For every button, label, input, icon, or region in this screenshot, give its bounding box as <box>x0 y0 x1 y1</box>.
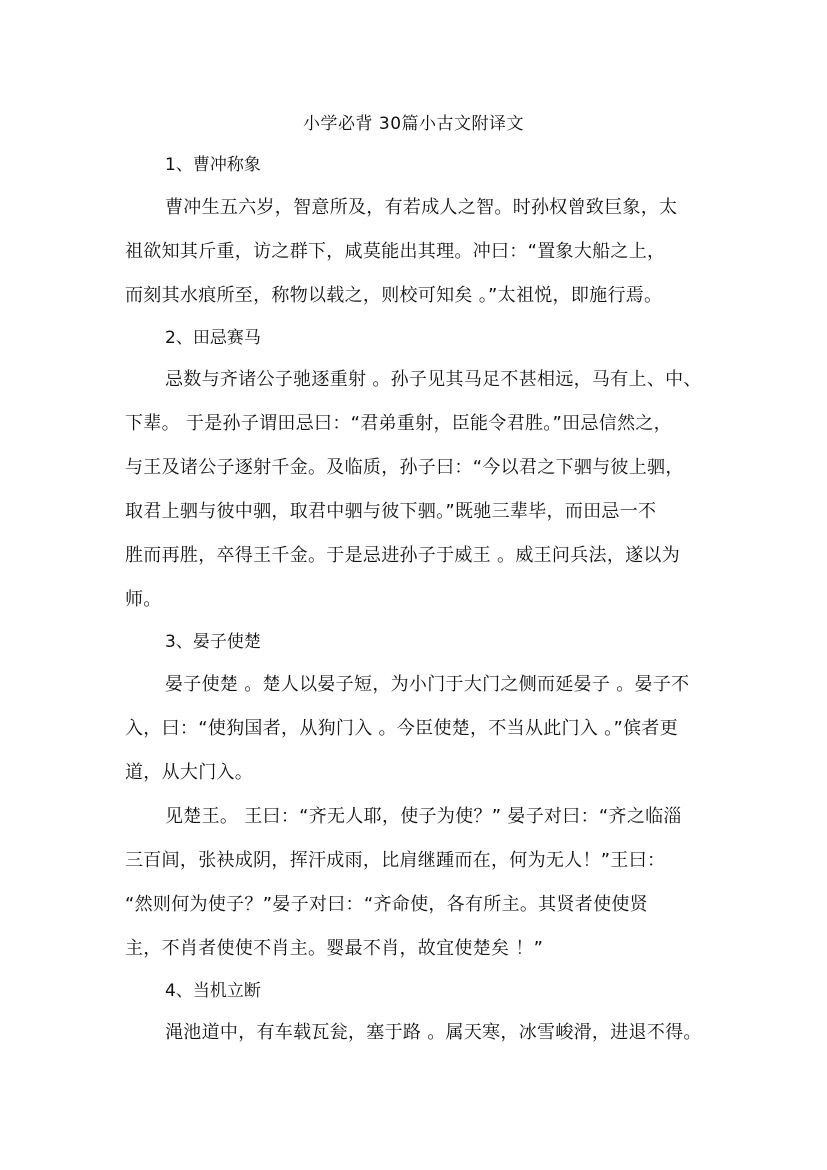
text-line: 而刻其水痕所至，称物以载之，则校可知矣 。”太祖悦，即施行焉。 <box>125 285 663 306</box>
section-heading: 1、曹冲称象 <box>165 155 261 175</box>
section-heading: 3、晏子使楚 <box>165 632 261 652</box>
document-title: 小学必背 30篇小古文附译文 <box>302 114 525 134</box>
text-line: 曹冲生五六岁，智意所及，有若成人之智。时孙权曾致巨象，太 <box>165 197 678 218</box>
text-line: 见楚王。 王曰：“齐无人耶，使子为使？” 晏子对曰：“齐之临淄 <box>165 806 682 827</box>
text-line: 晏子使楚 。楚人以晏子短，为小门于大门之侧而延晏子 。晏子不 <box>165 674 690 695</box>
text-line: 忌数与齐诸公子驰逐重射 。孙子见其马足不甚相远，马有上、中、 <box>165 369 702 390</box>
section-heading: 4、当机立断 <box>165 981 261 1001</box>
text-line: 取君上驷与彼中驷，取君中驷与彼下驷。”既驰三辈毕，而田忌一不 <box>125 501 657 522</box>
text-line: 渑池道中，有车载瓦瓮，塞于路 。属天寒，冰雪峻滑，进退不得。 <box>165 1022 702 1043</box>
text-line: 祖欲知其斤重，访之群下，咸莫能出其理。冲曰：“置象大船之上， <box>125 241 666 262</box>
text-line: 入，曰：“使狗国者，从狗门入 。今臣使楚，不当从此门入 。”傧者更 <box>125 718 678 739</box>
text-line: 道，从大门入。 <box>125 762 254 783</box>
text-line: “然则何为使子？”晏子对曰：“齐命使，各有所主。其贤者使使贤 <box>125 894 648 915</box>
text-line: 下辈。 于是孙子谓田忌曰：“君弟重射，臣能令君胜。”田忌信然之， <box>125 413 672 434</box>
section-heading: 2、田忌赛马 <box>165 328 261 348</box>
text-line: 三百闾，张袂成阴，挥汗成雨，比肩继踵而在，何为无人！”王曰： <box>125 850 666 871</box>
text-line: 主，不肖者使使不肖主。婴最不肖，故宜使楚矣 ！” <box>125 938 544 959</box>
text-line: 与王及诸公子逐射千金。及临质，孙子曰：“今以君之下驷与彼上驷， <box>125 457 684 478</box>
text-line: 胜而再胜，卒得王千金。于是忌进孙子于威王 。威王问兵法，遂以为 <box>125 545 681 566</box>
text-line: 师。 <box>125 589 162 610</box>
